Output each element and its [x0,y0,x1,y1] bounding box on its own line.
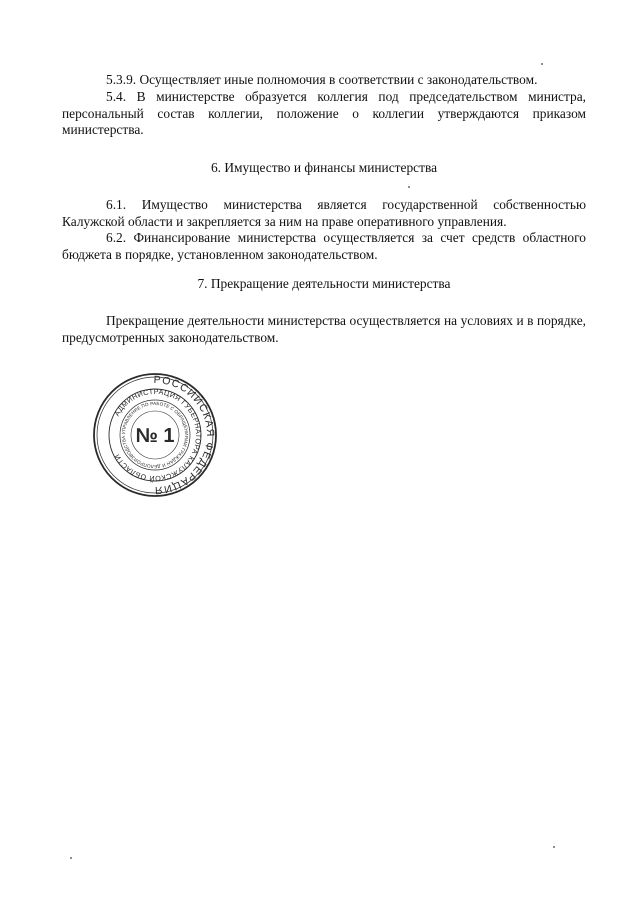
section-7-heading: 7. Прекращение деятельности министерства [197,276,451,291]
seal-graphic [90,370,220,500]
seal-middle-textpath: АДМИНИСТРАЦИЯ ГУБЕРНАТОРА КАЛУЖСКОЙ ОБЛАСТИ [112,386,204,484]
paragraph-7: Прекращение деятельности министерства осуществляется на условиях и в порядке, предусмотренных законодательством. [62,313,586,345]
official-seal [90,370,220,500]
paragraph-5-3-9: 5.3.9. Осуществляет иные полномочия в соответствии с законодательством. [106,72,538,87]
scan-speck [70,857,72,859]
seal-outer-textpath: РОССИЙСКАЯ ФЕДЕРАЦИЯ [153,373,217,497]
scan-speck [541,63,543,65]
seal-inner-textpath: УПРАВЛЕНИЕ ПО РАБОТЕ С ОБРАЩЕНИЯМИ ГРАЖДАН И ДЕЛОПРОИЗВОДСТВА [120,400,190,470]
paragraph-5-4: 5.4. В министерстве образуется коллегия под председательством министра, персональный состав коллегии, положение о коллегии утверждаются приказом министерства. [62,89,586,137]
paragraph-6-2: 6.2. Финансирование министерства осуществляется за счет средств областного бюджета в порядке, установленном законодательством. [62,230,586,262]
paragraph-6-1: 6.1. Имущество министерства является государственной собственностью Калужской области и закрепляется за ним на праве оперативного управления. [62,197,586,229]
scan-speck [408,186,410,188]
seal-number: № 1 [135,425,175,447]
section-6-heading: 6. Имущество и финансы министерства [210,160,438,175]
scan-speck [553,846,555,848]
